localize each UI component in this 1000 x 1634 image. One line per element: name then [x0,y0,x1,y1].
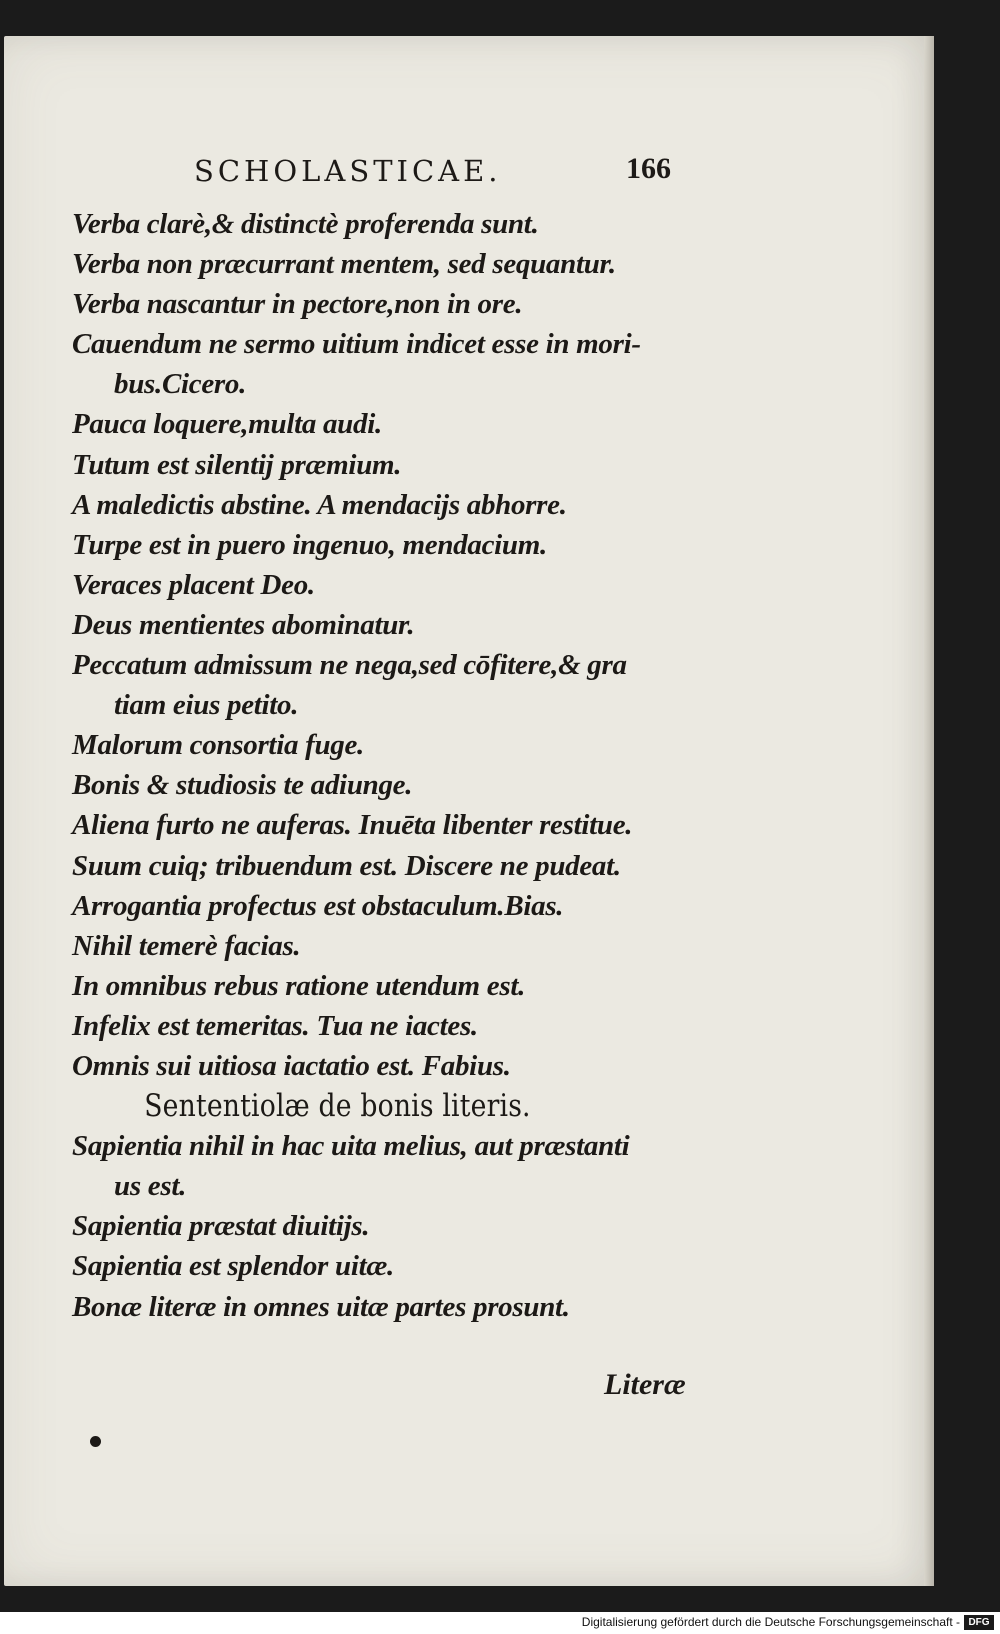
text-line: Sapientia præstat diuitijs. [72,1210,370,1243]
text-line: Verba clarè,& distinctè proferenda sunt. [72,208,539,240]
text-line: Bonæ literæ in omnes uitæ partes prosunt. [72,1290,570,1323]
ink-spot [90,1436,101,1447]
text-line: Tutum est silentij præmium. [72,448,402,481]
text-line: Bonis & studiosis te adiunge. [72,769,413,802]
text-line: Malorum consortia fuge. [72,729,365,762]
section-heading: Sententiolæ de bonis literis. [144,1088,531,1125]
text-line: Deus mentientes abominatur. [72,608,415,641]
text-line: In omnibus rebus ratione utendum est. [72,969,526,1002]
dfg-logo-icon: DFG [964,1615,994,1630]
page-edge [924,36,934,1586]
text-line: Infelix est temeritas. Tua ne iactes. [72,1009,478,1042]
text-line: Verba non præcurrant mentem, sed sequantur. [72,248,616,281]
text-block [72,204,712,1327]
text-line: Omnis sui uitiosa iactatio est. Fabius. [72,1049,511,1082]
text-line: Pauca loquere,multa audi. [72,408,382,441]
text-line: A maledictis abstine. A mendacijs abhorre. [72,488,567,521]
text-line: Cauendum ne sermo uitium indicet esse in mori- [72,328,641,361]
page-number: 166 [626,152,671,185]
text-line: Nihil temerè facias. [72,929,301,962]
text-line: Veraces placent Deo. [72,568,315,601]
text-line: us est. [114,1170,187,1203]
book-page [4,36,934,1586]
text-line: Turpe est in puero ingenuo, mendacium. [72,528,547,561]
page-header [4,154,704,198]
text-line: Verba nascantur in pectore,non in ore. [72,288,523,321]
footer-credit: Digitalisierung gefördert durch die Deutsche Forschungsgemeinschaft - [581,1615,960,1629]
text-line: Sapientia nihil in hac uita melius, aut præstanti [72,1130,630,1163]
catchword: Literæ [604,1368,686,1401]
text-line: bus.Cicero. [114,368,247,401]
text-line: tiam eius petito. [114,689,299,722]
running-head: SCHOLASTICAE. [194,154,502,188]
digitization-footer [0,1612,1000,1634]
text-line: Peccatum admissum ne nega,sed cōfitere,& gra [72,649,627,682]
text-line: Arrogantia profectus est obstaculum.Bias. [72,889,564,922]
text-line: Aliena furto ne auferas. Inuēta libenter restitue. [72,809,633,842]
text-line: Sapientia est splendor uitæ. [72,1250,394,1283]
text-line: Suum cuiq; tribuendum est. Discere ne pudeat. [72,849,621,882]
